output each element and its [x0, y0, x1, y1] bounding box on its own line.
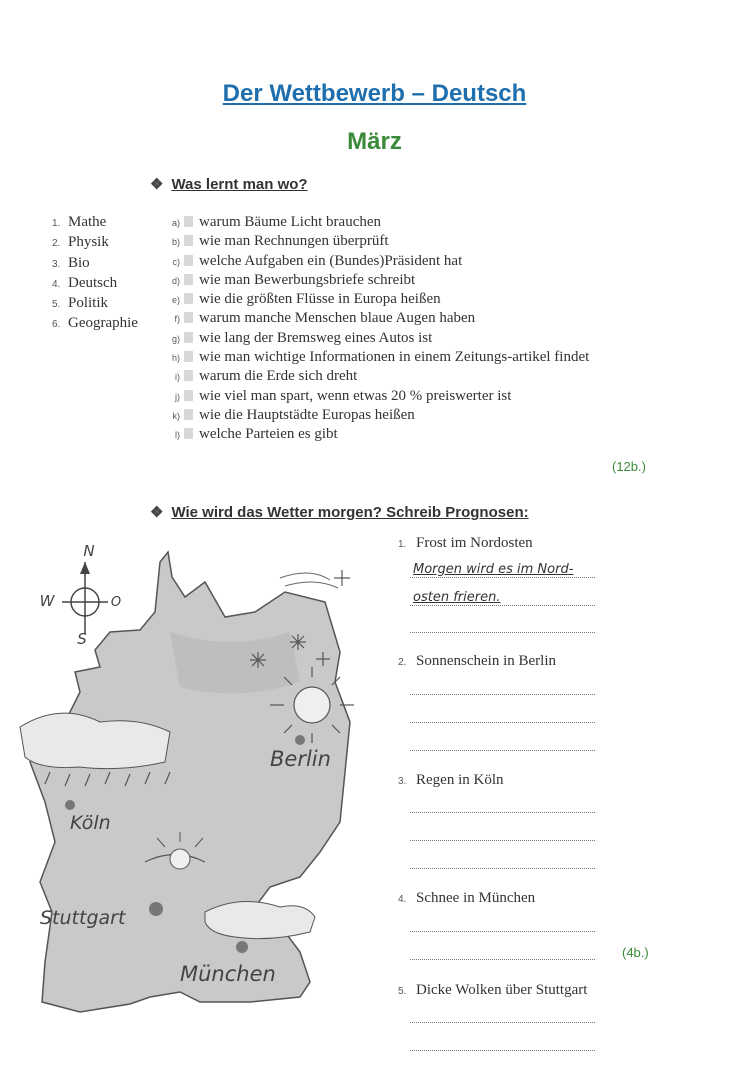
section1-heading-text: Was lernt man wo? [171, 176, 308, 193]
section1-points: (12b.) [612, 459, 646, 474]
answer-line[interactable] [410, 931, 595, 932]
section2-heading-text: Wie wird das Wetter morgen? Schreib Prognosen: [171, 504, 529, 521]
list-item: f) warum manche Menschen blaue Augen haben [174, 310, 476, 327]
answer-box[interactable] [184, 216, 193, 227]
list-item: b) wie man Rechnungen überprüft [171, 233, 389, 250]
list-item: 4. Deutsch [52, 274, 118, 291]
compass-north: N [83, 542, 95, 560]
forecast-task: 1. Frost im Nordosten [398, 535, 533, 551]
list-item: 5. Politik [52, 295, 109, 312]
answer-box[interactable] [184, 351, 193, 362]
answer-line[interactable] [410, 750, 595, 751]
list-item: 1. Mathe [52, 214, 107, 230]
list-item: j) wie viel man spart, wenn etwas 20 % preiswerter ist [175, 387, 512, 404]
answer-box[interactable] [184, 428, 193, 439]
list-item: i) warum die Erde sich dreht [175, 368, 358, 385]
list-item: g) wie lang der Bremsweg eines Autos ist [171, 329, 433, 346]
answer-handwritten: osten frieren. [413, 590, 501, 605]
compass-south: S [77, 630, 87, 648]
subject-list [52, 213, 138, 335]
city-marker [236, 941, 248, 953]
list-item: a) warum Bäume Licht brauchen [171, 214, 382, 230]
list-item: c) welche Aufgaben ein (Bundes)Präsident hat [172, 252, 463, 269]
answer-box[interactable] [184, 370, 193, 381]
forecast-task: 4. Schnee in München [398, 890, 536, 906]
topic-list [164, 213, 589, 445]
germany-map-shape [30, 552, 350, 1012]
answer-line[interactable] [410, 694, 595, 695]
city-label-berlin: Berlin [270, 747, 331, 771]
diamond-bullet-icon: ❖ [150, 176, 164, 193]
page-title: Der Wettbewerb – Deutsch [222, 80, 527, 107]
compass-east: O [110, 595, 122, 610]
city-marker [295, 735, 305, 745]
answer-box[interactable] [184, 390, 193, 401]
answer-box[interactable] [184, 332, 193, 343]
list-item: h) wie man wichtige Informationen in einem Zeitungs-artikel findet [171, 349, 590, 366]
city-label-muenchen: München [180, 962, 276, 986]
answer-box[interactable] [184, 255, 193, 266]
city-marker [149, 902, 163, 916]
answer-line[interactable] [410, 577, 595, 578]
diamond-bullet-icon: ❖ [150, 504, 164, 521]
answer-line[interactable] [410, 1022, 595, 1023]
city-marker [65, 800, 75, 810]
city-label-koeln: Köln [70, 812, 111, 834]
section1-heading [150, 175, 308, 193]
answer-line[interactable] [410, 632, 595, 633]
answer-line[interactable] [410, 959, 595, 960]
list-item: 3. Bio [52, 254, 90, 271]
cloud-icon [205, 902, 315, 939]
germany-weather-map [0, 522, 380, 1067]
answer-line[interactable] [410, 840, 595, 841]
answer-handwritten: Morgen wird es im Nord- [413, 562, 574, 577]
compass-rose [40, 542, 122, 648]
list-item: k) wie die Hauptstädte Europas heißen [172, 406, 415, 423]
answer-box[interactable] [184, 293, 193, 304]
city-label-stuttgart: Stuttgart [40, 907, 126, 929]
list-item: l) welche Parteien es gibt [175, 426, 338, 443]
list-item: e) wie die größten Flüsse in Europa heißen [171, 291, 441, 308]
answer-line[interactable] [410, 605, 595, 606]
answer-line[interactable] [410, 868, 595, 869]
answer-box[interactable] [184, 235, 193, 246]
answer-box[interactable] [184, 312, 193, 323]
answer-line[interactable] [410, 1050, 595, 1051]
answer-line[interactable] [410, 812, 595, 813]
answer-box[interactable] [184, 274, 193, 285]
list-item: 6. Geographie [52, 315, 138, 332]
wind-icon [280, 573, 338, 588]
list-item: d) wie man Bewerbungsbriefe schreibt [171, 271, 416, 288]
answer-box[interactable] [184, 409, 193, 420]
forecast-task: 5. Dicke Wolken über Stuttgart [398, 982, 588, 998]
answer-line[interactable] [410, 722, 595, 723]
section2-points: (4b.) [622, 945, 649, 960]
month-subtitle: März [347, 128, 402, 155]
list-item: 2. Physik [52, 234, 109, 251]
compass-west: W [39, 592, 55, 610]
forecast-task: 2. Sonnenschein in Berlin [398, 653, 556, 669]
forecast-task: 3. Regen in Köln [398, 772, 504, 788]
section2-heading [150, 503, 529, 521]
